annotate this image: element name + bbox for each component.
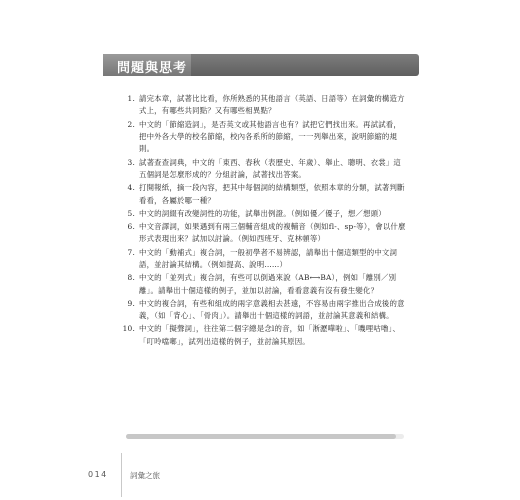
question-item (118, 221, 408, 246)
question-number: 7. (127, 247, 135, 257)
section-title: 問題與思考 (117, 61, 188, 76)
question-text: 中文的複合詞，有些和組成的兩字意義相去甚遠，不容易由兩字推出合成後的意義，（如「背心」、「骨肉」）。請舉出十個這樣的詞語，並討論其意義和結構。 (139, 298, 405, 321)
question-text: 打開報紙，摘一段內容，把其中每個詞的結構類型，依照本章的分類，試著判斷看看，各屬於哪一種？ (139, 183, 405, 205)
question-number: 9. (127, 298, 135, 308)
question-item (118, 298, 408, 323)
question-item (118, 208, 408, 220)
question-number: 6. (127, 222, 135, 232)
question-item (118, 119, 408, 156)
page-number: 014 (88, 470, 108, 479)
question-item (118, 247, 408, 272)
question-number: 4. (127, 183, 135, 193)
question-item (118, 93, 408, 118)
question-item (118, 272, 408, 297)
question-number: 1. (127, 94, 135, 103)
question-item (118, 323, 408, 348)
question-text: 請完本章，試著比比看，你所熟悉的其他語言（英語、日語等）在詞彙的構造方式上，有哪些共同點？又有哪些相異點？ (139, 94, 405, 116)
question-number: 10. (122, 324, 135, 334)
question-item (118, 157, 408, 182)
question-list (118, 93, 408, 349)
question-number: 3. (127, 157, 135, 167)
question-number: 5. (127, 208, 135, 218)
horizontal-scrollbar[interactable] (126, 434, 404, 439)
question-text: 中文的「動補式」複合詞，一般初學者不易辨認，請舉出十個這類型的中文詞語，並討論其結構。（例如提高、說明……） (139, 247, 398, 270)
question-text: 中文的「節縮造詞」，是否英文或其他語言也有？試把它們找出來。再試試看，把中外各大學的校名節縮，校內各系所的節縮，一一列舉出來，說明節縮的規則。 (139, 119, 401, 154)
question-text: 中文的詞綴有改變詞性的功能，試舉出例證。（例如優／優子，想／想頭） (139, 208, 386, 218)
question-text: 中文音譯詞，如果遇到有兩三個輔音組成的複輔音（例如fl-、sp-等），會以什麼形式表現出來？試加以討論。（例如西班牙、克林頓等） (139, 222, 406, 244)
book-title: 詞彙之旅 (130, 471, 160, 480)
question-number: 8. (127, 273, 135, 283)
question-number: 2. (127, 119, 135, 129)
question-item (118, 182, 408, 207)
question-text: 中文的「擬聲詞」，往往第二個字總是念l的音，如「淅瀝嘩啦」、「嘰哩咕嚕」、「叮呤噹啷」，試列出這樣的例子，並討論其原因。 (139, 324, 401, 346)
scrollbar-thumb[interactable] (126, 434, 396, 439)
question-text: 中文的「並列式」複合詞，有些可以倒過來說（AB⟷BA），例如「離別／別離」。請舉出十個這樣的例子，並加以討論，看看意義有沒有發生變化？ (139, 273, 397, 295)
footer-divider (121, 453, 122, 497)
question-text: 試著查查詞典，中文的「東西、春秋（表歷史、年歲）、舉止、聰明、衣裳」這五個詞是怎麼形成的？分組討論，試著找出答案。 (139, 157, 401, 180)
